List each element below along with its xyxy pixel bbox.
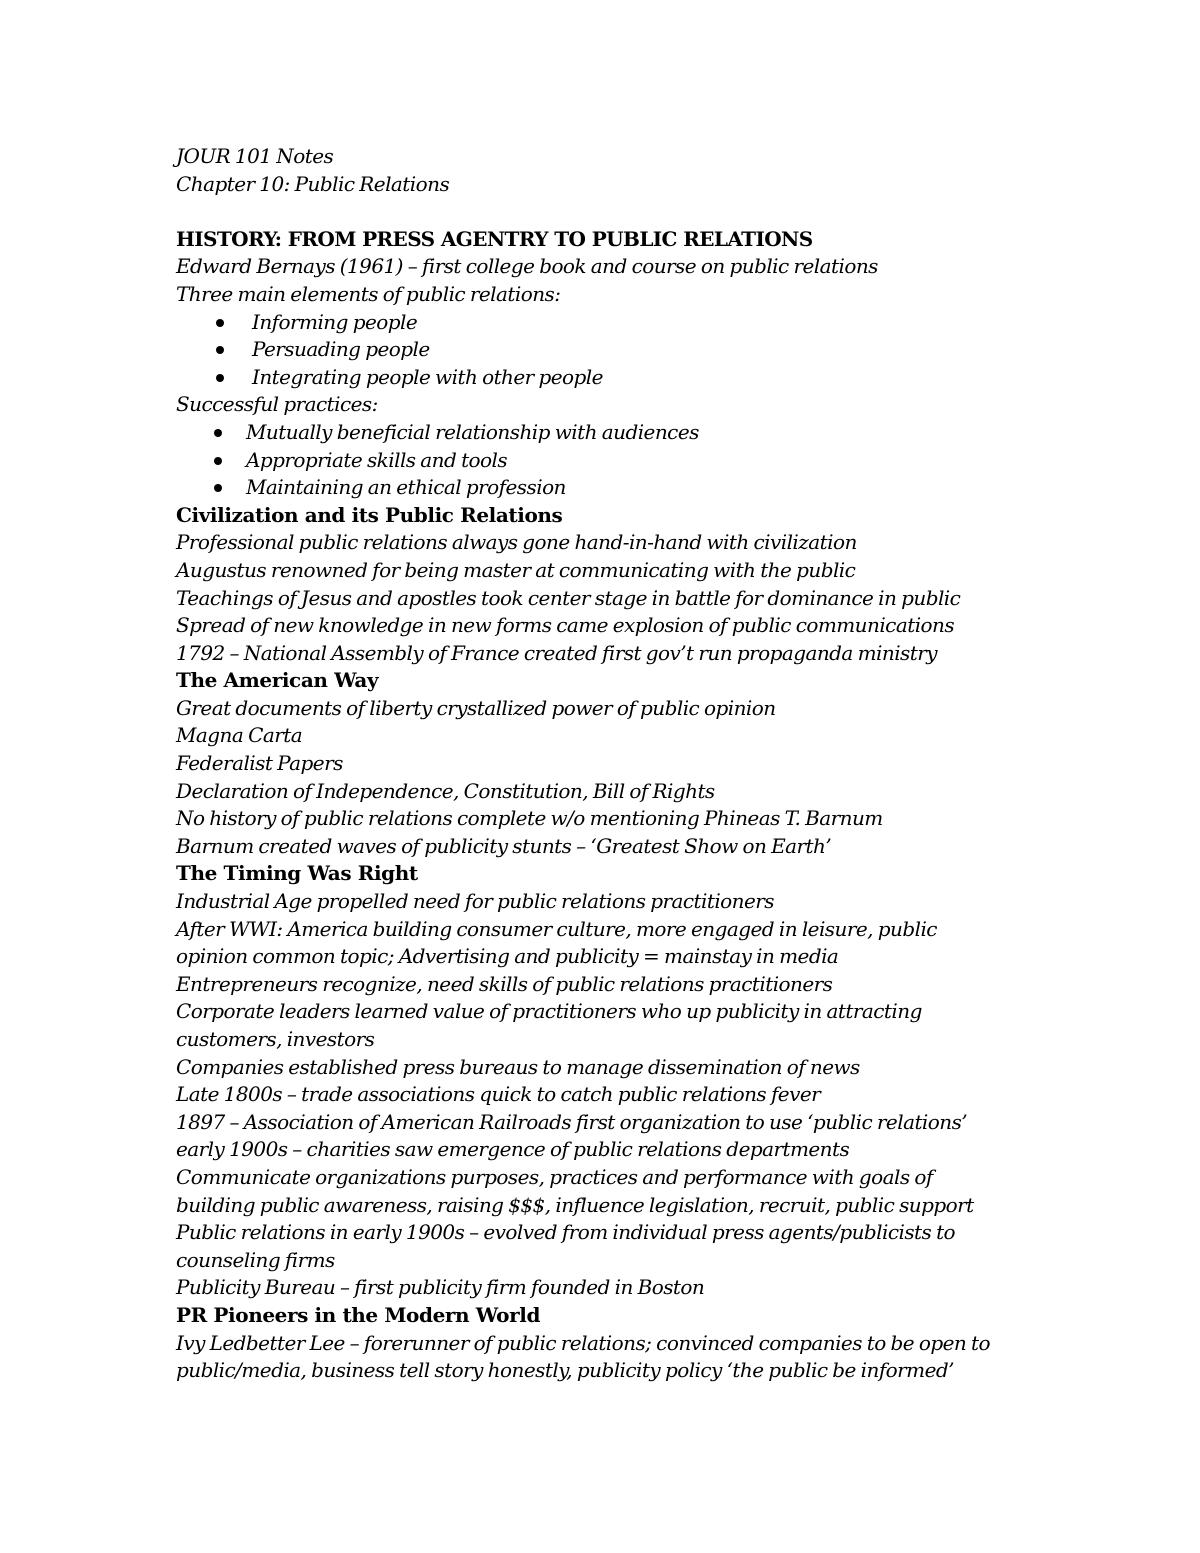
heading-pioneers: PR Pioneers in the Modern World — [176, 1302, 541, 1327]
text-line: building public awareness, raising $$$, influence legislation, recruit, public support — [176, 1192, 974, 1217]
bullet-icon — [216, 374, 224, 382]
practices-list — [176, 419, 1036, 502]
text-line: Great documents of liberty crystallized power of public opinion — [176, 695, 776, 720]
blank-line — [176, 198, 1036, 226]
practices-label: Successful practices: — [176, 392, 378, 417]
text-line: Entrepreneurs recognize, need skills of public relations practitioners — [176, 971, 833, 996]
heading-history: HISTORY: FROM PRESS AGENTRY TO PUBLIC RELATIONS — [176, 226, 813, 251]
heading-timing: The Timing Was Right — [176, 861, 418, 886]
text-line: Spread of new knowledge in new forms came explosion of public communications — [176, 613, 955, 638]
text-line: early 1900s – charities saw emergence of public relations departments — [176, 1137, 850, 1162]
text-line: After WWI: America building consumer culture, more engaged in leisure, public — [176, 916, 937, 941]
heading-american-way: The American Way — [176, 668, 379, 693]
list-item — [176, 309, 1036, 337]
list-item-text: Appropriate skills and tools — [246, 447, 508, 472]
bullet-icon — [214, 429, 222, 437]
text-line: 1897 – Association of American Railroads first organization to use ‘public relations’ — [176, 1109, 968, 1134]
text-line: Declaration of Independence, Constitution, Bill of Rights — [176, 778, 715, 803]
list-item — [176, 474, 1036, 502]
text-line: opinion common topic; Advertising and publicity = mainstay in media — [176, 944, 839, 969]
text-line: Companies established press bureaus to manage dissemination of news — [176, 1054, 860, 1079]
text-line: Communicate organizations purposes, practices and performance with goals of — [176, 1164, 933, 1189]
list-item — [176, 336, 1036, 364]
text-line: public/media, business tell story honestly, publicity policy ‘the public be informed’ — [176, 1358, 954, 1383]
bullet-icon — [216, 346, 224, 354]
bullet-icon — [216, 319, 224, 327]
text-line: Ivy Ledbetter Lee – forerunner of public relations; convinced companies to be open to — [176, 1330, 991, 1355]
text-line: counseling firms — [176, 1247, 335, 1272]
text-line: Corporate leaders learned value of practitioners who up publicity in attracting — [176, 999, 922, 1024]
text-line: Late 1800s – trade associations quick to catch public relations fever — [176, 1082, 821, 1107]
bullet-icon — [214, 457, 222, 465]
list-item — [176, 447, 1036, 475]
list-item-text: Informing people — [252, 309, 418, 334]
heading-civilization: Civilization and its Public Relations — [176, 502, 563, 527]
text-line: Publicity Bureau – first publicity firm founded in Boston — [176, 1275, 705, 1300]
text-line: Edward Bernays (1961) – first college book and course on public relations — [176, 254, 878, 279]
text-line: 1792 – National Assembly of France created first gov’t run propaganda ministry — [176, 640, 938, 665]
bullet-icon — [214, 484, 222, 492]
text-line: Magna Carta — [176, 723, 303, 748]
list-item-text: Maintaining an ethical profession — [246, 475, 566, 500]
elements-list — [176, 309, 1036, 392]
text-line: customers, investors — [176, 1027, 375, 1051]
text-line: Federalist Papers — [176, 751, 343, 776]
list-item — [176, 419, 1036, 447]
text-line: Barnum created waves of publicity stunts – ‘Greatest Show on Earth’ — [176, 833, 832, 858]
text-line: Three main elements of public relations: — [176, 281, 561, 306]
list-item-text: Integrating people with other people — [252, 364, 603, 389]
text-line: Augustus renowned for being master at communicating with the public — [176, 557, 856, 582]
text-line: Public relations in early 1900s – evolved from individual press agents/publicists to — [176, 1220, 956, 1245]
notes-body — [176, 143, 1036, 1385]
list-item — [176, 364, 1036, 392]
course-title: JOUR 101 Notes — [176, 144, 334, 168]
text-line: Industrial Age propelled need for public relations practitioners — [176, 889, 775, 914]
list-item-text: Persuading people — [252, 337, 430, 362]
list-item-text: Mutually beneficial relationship with audiences — [246, 419, 699, 444]
text-line: Professional public relations always gone hand-in-hand with civilization — [176, 530, 857, 555]
chapter-title: Chapter 10: Public Relations — [176, 171, 450, 196]
text-line: No history of public relations complete w/o mentioning Phineas T. Barnum — [176, 806, 883, 831]
text-line: Teachings of Jesus and apostles took center stage in battle for dominance in public — [176, 585, 961, 610]
